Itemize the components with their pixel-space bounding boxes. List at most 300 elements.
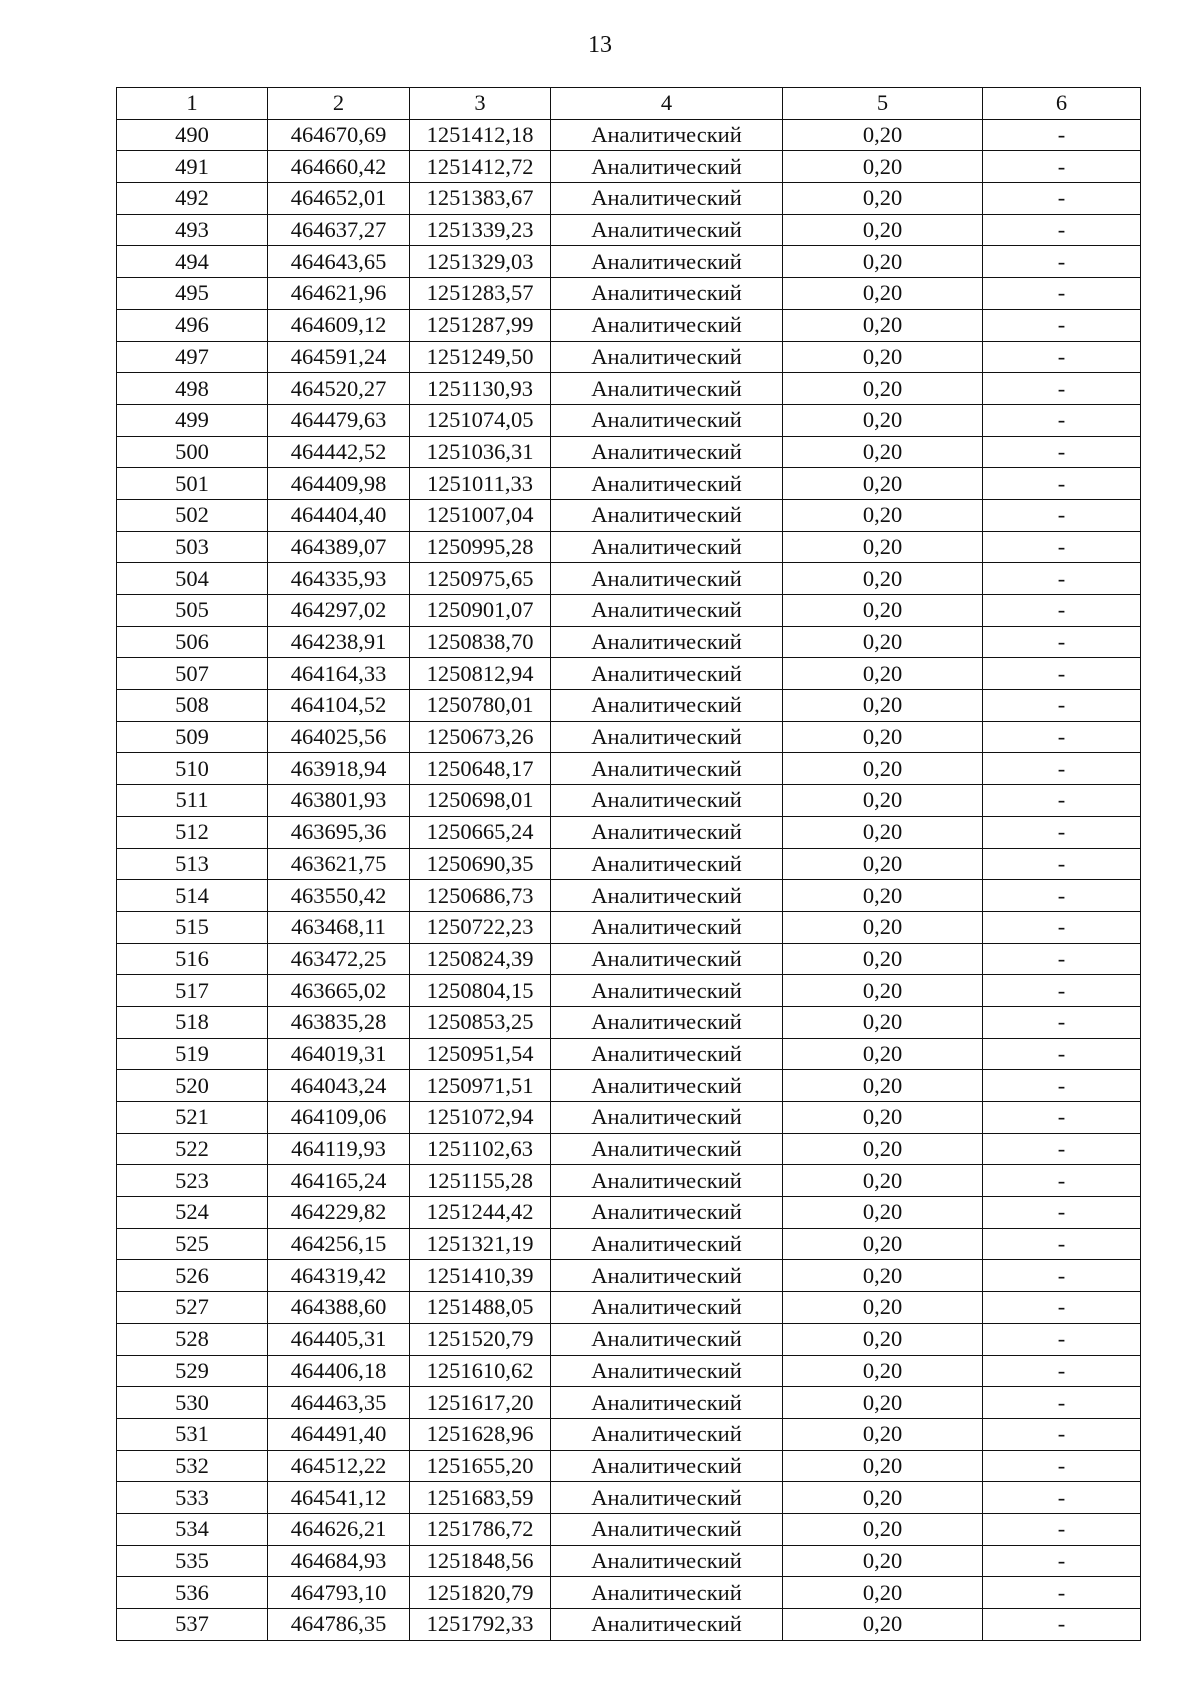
y-coordinate-cell: 1251655,20 <box>410 1450 551 1482</box>
x-coordinate-cell: 464442,52 <box>268 436 410 468</box>
description-cell: - <box>983 1102 1141 1134</box>
x-coordinate-cell: 464786,35 <box>268 1609 410 1641</box>
x-coordinate-cell: 464297,02 <box>268 595 410 627</box>
table-row <box>117 531 1141 563</box>
method-cell: Аналитический <box>551 1102 783 1134</box>
point-number-cell: 504 <box>117 563 268 595</box>
accuracy-cell: 0,20 <box>783 848 983 880</box>
table-row <box>117 1102 1141 1134</box>
description-cell: - <box>983 119 1141 151</box>
table-row <box>117 848 1141 880</box>
table-row <box>117 1228 1141 1260</box>
method-cell: Аналитический <box>551 1323 783 1355</box>
point-number-cell: 523 <box>117 1165 268 1197</box>
point-number-cell: 531 <box>117 1418 268 1450</box>
accuracy-cell: 0,20 <box>783 658 983 690</box>
accuracy-cell: 0,20 <box>783 1102 983 1134</box>
description-cell: - <box>983 1513 1141 1545</box>
method-cell: Аналитический <box>551 1450 783 1482</box>
y-coordinate-cell: 1250673,26 <box>410 721 551 753</box>
point-number-cell: 535 <box>117 1545 268 1577</box>
description-cell: - <box>983 1609 1141 1641</box>
method-cell: Аналитический <box>551 658 783 690</box>
accuracy-cell: 0,20 <box>783 119 983 151</box>
method-cell: Аналитический <box>551 499 783 531</box>
point-number-cell: 526 <box>117 1260 268 1292</box>
method-cell: Аналитический <box>551 278 783 310</box>
description-cell: - <box>983 975 1141 1007</box>
x-coordinate-cell: 464389,07 <box>268 531 410 563</box>
x-coordinate-cell: 464670,69 <box>268 119 410 151</box>
y-coordinate-cell: 1251683,59 <box>410 1482 551 1514</box>
accuracy-cell: 0,20 <box>783 1323 983 1355</box>
point-number-cell: 496 <box>117 309 268 341</box>
y-coordinate-cell: 1250853,25 <box>410 1006 551 1038</box>
x-coordinate-cell: 464621,96 <box>268 278 410 310</box>
y-coordinate-cell: 1250838,70 <box>410 626 551 658</box>
description-cell: - <box>983 943 1141 975</box>
y-coordinate-cell: 1251036,31 <box>410 436 551 468</box>
table-row <box>117 1006 1141 1038</box>
column-header-4: 4 <box>551 88 783 120</box>
table-row <box>117 563 1141 595</box>
accuracy-cell: 0,20 <box>783 975 983 1007</box>
method-cell: Аналитический <box>551 848 783 880</box>
accuracy-cell: 0,20 <box>783 880 983 912</box>
y-coordinate-cell: 1250648,17 <box>410 753 551 785</box>
x-coordinate-cell: 464405,31 <box>268 1323 410 1355</box>
point-number-cell: 490 <box>117 119 268 151</box>
accuracy-cell: 0,20 <box>783 404 983 436</box>
description-cell: - <box>983 531 1141 563</box>
accuracy-cell: 0,20 <box>783 183 983 215</box>
description-cell: - <box>983 151 1141 183</box>
y-coordinate-cell: 1250780,01 <box>410 690 551 722</box>
x-coordinate-cell: 464043,24 <box>268 1070 410 1102</box>
column-header-5: 5 <box>783 88 983 120</box>
accuracy-cell: 0,20 <box>783 1513 983 1545</box>
point-number-cell: 515 <box>117 911 268 943</box>
y-coordinate-cell: 1251617,20 <box>410 1387 551 1419</box>
table-row <box>117 1323 1141 1355</box>
y-coordinate-cell: 1251130,93 <box>410 373 551 405</box>
table-row <box>117 278 1141 310</box>
header-row <box>117 88 1141 120</box>
accuracy-cell: 0,20 <box>783 373 983 405</box>
table-row <box>117 1260 1141 1292</box>
method-cell: Аналитический <box>551 1609 783 1641</box>
point-number-cell: 520 <box>117 1070 268 1102</box>
point-number-cell: 499 <box>117 404 268 436</box>
table-row <box>117 1165 1141 1197</box>
y-coordinate-cell: 1250665,24 <box>410 816 551 848</box>
description-cell: - <box>983 1006 1141 1038</box>
method-cell: Аналитический <box>551 531 783 563</box>
method-cell: Аналитический <box>551 183 783 215</box>
description-cell: - <box>983 1197 1141 1229</box>
description-cell: - <box>983 1228 1141 1260</box>
y-coordinate-cell: 1251155,28 <box>410 1165 551 1197</box>
x-coordinate-cell: 464643,65 <box>268 246 410 278</box>
table-row <box>117 246 1141 278</box>
y-coordinate-cell: 1251410,39 <box>410 1260 551 1292</box>
accuracy-cell: 0,20 <box>783 1133 983 1165</box>
method-cell: Аналитический <box>551 690 783 722</box>
accuracy-cell: 0,20 <box>783 1006 983 1038</box>
method-cell: Аналитический <box>551 246 783 278</box>
x-coordinate-cell: 464104,52 <box>268 690 410 722</box>
x-coordinate-cell: 464335,93 <box>268 563 410 595</box>
table-row <box>117 753 1141 785</box>
accuracy-cell: 0,20 <box>783 1450 983 1482</box>
table-row <box>117 436 1141 468</box>
page-number: 13 <box>588 32 612 58</box>
y-coordinate-cell: 1251244,42 <box>410 1197 551 1229</box>
method-cell: Аналитический <box>551 1006 783 1038</box>
accuracy-cell: 0,20 <box>783 1070 983 1102</box>
accuracy-cell: 0,20 <box>783 1418 983 1450</box>
y-coordinate-cell: 1251249,50 <box>410 341 551 373</box>
description-cell: - <box>983 626 1141 658</box>
description-cell: - <box>983 1545 1141 1577</box>
y-coordinate-cell: 1251102,63 <box>410 1133 551 1165</box>
table-row <box>117 1450 1141 1482</box>
accuracy-cell: 0,20 <box>783 785 983 817</box>
x-coordinate-cell: 464109,06 <box>268 1102 410 1134</box>
y-coordinate-cell: 1251321,19 <box>410 1228 551 1260</box>
method-cell: Аналитический <box>551 436 783 468</box>
table-row <box>117 1513 1141 1545</box>
method-cell: Аналитический <box>551 214 783 246</box>
table-row <box>117 468 1141 500</box>
x-coordinate-cell: 463918,94 <box>268 753 410 785</box>
x-coordinate-cell: 463472,25 <box>268 943 410 975</box>
y-coordinate-cell: 1250901,07 <box>410 595 551 627</box>
point-number-cell: 503 <box>117 531 268 563</box>
x-coordinate-cell: 464229,82 <box>268 1197 410 1229</box>
method-cell: Аналитический <box>551 119 783 151</box>
x-coordinate-cell: 464652,01 <box>268 183 410 215</box>
y-coordinate-cell: 1250812,94 <box>410 658 551 690</box>
table-row <box>117 1545 1141 1577</box>
point-number-cell: 527 <box>117 1292 268 1324</box>
description-cell: - <box>983 785 1141 817</box>
y-coordinate-cell: 1251074,05 <box>410 404 551 436</box>
table-body <box>117 119 1141 1640</box>
x-coordinate-cell: 464164,33 <box>268 658 410 690</box>
y-coordinate-cell: 1250698,01 <box>410 785 551 817</box>
accuracy-cell: 0,20 <box>783 1197 983 1229</box>
method-cell: Аналитический <box>551 785 783 817</box>
y-coordinate-cell: 1250951,54 <box>410 1038 551 1070</box>
point-number-cell: 500 <box>117 436 268 468</box>
method-cell: Аналитический <box>551 753 783 785</box>
accuracy-cell: 0,20 <box>783 595 983 627</box>
table-row <box>117 816 1141 848</box>
point-number-cell: 532 <box>117 1450 268 1482</box>
method-cell: Аналитический <box>551 1482 783 1514</box>
y-coordinate-cell: 1251610,62 <box>410 1355 551 1387</box>
x-coordinate-cell: 464238,91 <box>268 626 410 658</box>
column-header-1: 1 <box>117 88 268 120</box>
x-coordinate-cell: 464388,60 <box>268 1292 410 1324</box>
description-cell: - <box>983 753 1141 785</box>
point-number-cell: 498 <box>117 373 268 405</box>
x-coordinate-cell: 463695,36 <box>268 816 410 848</box>
description-cell: - <box>983 436 1141 468</box>
point-number-cell: 514 <box>117 880 268 912</box>
point-number-cell: 493 <box>117 214 268 246</box>
x-coordinate-cell: 464491,40 <box>268 1418 410 1450</box>
accuracy-cell: 0,20 <box>783 246 983 278</box>
table-row <box>117 721 1141 753</box>
table-row <box>117 1070 1141 1102</box>
table-row <box>117 1482 1141 1514</box>
accuracy-cell: 0,20 <box>783 341 983 373</box>
method-cell: Аналитический <box>551 373 783 405</box>
method-cell: Аналитический <box>551 151 783 183</box>
method-cell: Аналитический <box>551 1355 783 1387</box>
point-number-cell: 506 <box>117 626 268 658</box>
description-cell: - <box>983 1482 1141 1514</box>
x-coordinate-cell: 463801,93 <box>268 785 410 817</box>
x-coordinate-cell: 464025,56 <box>268 721 410 753</box>
method-cell: Аналитический <box>551 563 783 595</box>
description-cell: - <box>983 911 1141 943</box>
description-cell: - <box>983 214 1141 246</box>
table-row <box>117 119 1141 151</box>
point-number-cell: 522 <box>117 1133 268 1165</box>
accuracy-cell: 0,20 <box>783 911 983 943</box>
description-cell: - <box>983 246 1141 278</box>
method-cell: Аналитический <box>551 1038 783 1070</box>
accuracy-cell: 0,20 <box>783 278 983 310</box>
method-cell: Аналитический <box>551 1165 783 1197</box>
x-coordinate-cell: 464404,40 <box>268 499 410 531</box>
y-coordinate-cell: 1251283,57 <box>410 278 551 310</box>
table-row <box>117 658 1141 690</box>
description-cell: - <box>983 1133 1141 1165</box>
method-cell: Аналитический <box>551 721 783 753</box>
x-coordinate-cell: 463550,42 <box>268 880 410 912</box>
y-coordinate-cell: 1251488,05 <box>410 1292 551 1324</box>
x-coordinate-cell: 463468,11 <box>268 911 410 943</box>
table-row <box>117 341 1141 373</box>
table-row <box>117 309 1141 341</box>
method-cell: Аналитический <box>551 404 783 436</box>
x-coordinate-cell: 464793,10 <box>268 1577 410 1609</box>
y-coordinate-cell: 1251339,23 <box>410 214 551 246</box>
point-number-cell: 510 <box>117 753 268 785</box>
description-cell: - <box>983 721 1141 753</box>
x-coordinate-cell: 464609,12 <box>268 309 410 341</box>
description-cell: - <box>983 1292 1141 1324</box>
point-number-cell: 492 <box>117 183 268 215</box>
x-coordinate-cell: 464256,15 <box>268 1228 410 1260</box>
point-number-cell: 521 <box>117 1102 268 1134</box>
accuracy-cell: 0,20 <box>783 1577 983 1609</box>
point-number-cell: 513 <box>117 848 268 880</box>
y-coordinate-cell: 1251848,56 <box>410 1545 551 1577</box>
method-cell: Аналитический <box>551 816 783 848</box>
accuracy-cell: 0,20 <box>783 1038 983 1070</box>
table-row <box>117 1418 1141 1450</box>
point-number-cell: 509 <box>117 721 268 753</box>
description-cell: - <box>983 341 1141 373</box>
x-coordinate-cell: 463835,28 <box>268 1006 410 1038</box>
method-cell: Аналитический <box>551 1133 783 1165</box>
method-cell: Аналитический <box>551 880 783 912</box>
description-cell: - <box>983 183 1141 215</box>
description-cell: - <box>983 373 1141 405</box>
accuracy-cell: 0,20 <box>783 1228 983 1260</box>
method-cell: Аналитический <box>551 1418 783 1450</box>
accuracy-cell: 0,20 <box>783 1609 983 1641</box>
method-cell: Аналитический <box>551 1387 783 1419</box>
point-number-cell: 537 <box>117 1609 268 1641</box>
point-number-cell: 529 <box>117 1355 268 1387</box>
method-cell: Аналитический <box>551 595 783 627</box>
column-header-2: 2 <box>268 88 410 120</box>
x-coordinate-cell: 464520,27 <box>268 373 410 405</box>
point-number-cell: 519 <box>117 1038 268 1070</box>
method-cell: Аналитический <box>551 341 783 373</box>
method-cell: Аналитический <box>551 1070 783 1102</box>
point-number-cell: 502 <box>117 499 268 531</box>
description-cell: - <box>983 1165 1141 1197</box>
table-row <box>117 1387 1141 1419</box>
method-cell: Аналитический <box>551 1292 783 1324</box>
description-cell: - <box>983 1418 1141 1450</box>
description-cell: - <box>983 468 1141 500</box>
method-cell: Аналитический <box>551 911 783 943</box>
description-cell: - <box>983 880 1141 912</box>
x-coordinate-cell: 464660,42 <box>268 151 410 183</box>
accuracy-cell: 0,20 <box>783 151 983 183</box>
method-cell: Аналитический <box>551 943 783 975</box>
method-cell: Аналитический <box>551 1577 783 1609</box>
table-row <box>117 1197 1141 1229</box>
description-cell: - <box>983 1323 1141 1355</box>
accuracy-cell: 0,20 <box>783 1165 983 1197</box>
y-coordinate-cell: 1250824,39 <box>410 943 551 975</box>
y-coordinate-cell: 1251792,33 <box>410 1609 551 1641</box>
method-cell: Аналитический <box>551 468 783 500</box>
accuracy-cell: 0,20 <box>783 1545 983 1577</box>
point-number-cell: 495 <box>117 278 268 310</box>
x-coordinate-cell: 464019,31 <box>268 1038 410 1070</box>
table-row <box>117 595 1141 627</box>
point-number-cell: 530 <box>117 1387 268 1419</box>
table-row <box>117 1577 1141 1609</box>
y-coordinate-cell: 1251412,72 <box>410 151 551 183</box>
y-coordinate-cell: 1251820,79 <box>410 1577 551 1609</box>
x-coordinate-cell: 463665,02 <box>268 975 410 1007</box>
y-coordinate-cell: 1251786,72 <box>410 1513 551 1545</box>
column-header-3: 3 <box>410 88 551 120</box>
table-row <box>117 1292 1141 1324</box>
table-row <box>117 1133 1141 1165</box>
description-cell: - <box>983 816 1141 848</box>
y-coordinate-cell: 1250804,15 <box>410 975 551 1007</box>
description-cell: - <box>983 1387 1141 1419</box>
coordinates-table <box>116 87 1141 1641</box>
point-number-cell: 516 <box>117 943 268 975</box>
y-coordinate-cell: 1251007,04 <box>410 499 551 531</box>
point-number-cell: 508 <box>117 690 268 722</box>
point-number-cell: 511 <box>117 785 268 817</box>
point-number-cell: 518 <box>117 1006 268 1038</box>
description-cell: - <box>983 595 1141 627</box>
y-coordinate-cell: 1251412,18 <box>410 119 551 151</box>
point-number-cell: 528 <box>117 1323 268 1355</box>
table-row <box>117 1355 1141 1387</box>
description-cell: - <box>983 1355 1141 1387</box>
y-coordinate-cell: 1251072,94 <box>410 1102 551 1134</box>
point-number-cell: 497 <box>117 341 268 373</box>
table-row <box>117 1038 1141 1070</box>
accuracy-cell: 0,20 <box>783 753 983 785</box>
description-cell: - <box>983 278 1141 310</box>
x-coordinate-cell: 464463,35 <box>268 1387 410 1419</box>
x-coordinate-cell: 464637,27 <box>268 214 410 246</box>
accuracy-cell: 0,20 <box>783 816 983 848</box>
table-row <box>117 880 1141 912</box>
table-row <box>117 1609 1141 1641</box>
x-coordinate-cell: 464409,98 <box>268 468 410 500</box>
accuracy-cell: 0,20 <box>783 1482 983 1514</box>
table-row <box>117 943 1141 975</box>
point-number-cell: 505 <box>117 595 268 627</box>
method-cell: Аналитический <box>551 975 783 1007</box>
table-row <box>117 373 1141 405</box>
x-coordinate-cell: 464512,22 <box>268 1450 410 1482</box>
y-coordinate-cell: 1251287,99 <box>410 309 551 341</box>
method-cell: Аналитический <box>551 626 783 658</box>
point-number-cell: 501 <box>117 468 268 500</box>
description-cell: - <box>983 658 1141 690</box>
x-coordinate-cell: 463621,75 <box>268 848 410 880</box>
point-number-cell: 491 <box>117 151 268 183</box>
x-coordinate-cell: 464541,12 <box>268 1482 410 1514</box>
table-row <box>117 785 1141 817</box>
y-coordinate-cell: 1250722,23 <box>410 911 551 943</box>
x-coordinate-cell: 464319,42 <box>268 1260 410 1292</box>
table-row <box>117 975 1141 1007</box>
accuracy-cell: 0,20 <box>783 1355 983 1387</box>
column-header-6: 6 <box>983 88 1141 120</box>
method-cell: Аналитический <box>551 1513 783 1545</box>
x-coordinate-cell: 464591,24 <box>268 341 410 373</box>
table-row <box>117 911 1141 943</box>
description-cell: - <box>983 690 1141 722</box>
point-number-cell: 494 <box>117 246 268 278</box>
method-cell: Аналитический <box>551 1228 783 1260</box>
accuracy-cell: 0,20 <box>783 436 983 468</box>
accuracy-cell: 0,20 <box>783 214 983 246</box>
accuracy-cell: 0,20 <box>783 468 983 500</box>
table-row <box>117 183 1141 215</box>
point-number-cell: 517 <box>117 975 268 1007</box>
table-row <box>117 404 1141 436</box>
description-cell: - <box>983 309 1141 341</box>
y-coordinate-cell: 1250975,65 <box>410 563 551 595</box>
y-coordinate-cell: 1251628,96 <box>410 1418 551 1450</box>
description-cell: - <box>983 1070 1141 1102</box>
method-cell: Аналитический <box>551 309 783 341</box>
accuracy-cell: 0,20 <box>783 563 983 595</box>
description-cell: - <box>983 1577 1141 1609</box>
